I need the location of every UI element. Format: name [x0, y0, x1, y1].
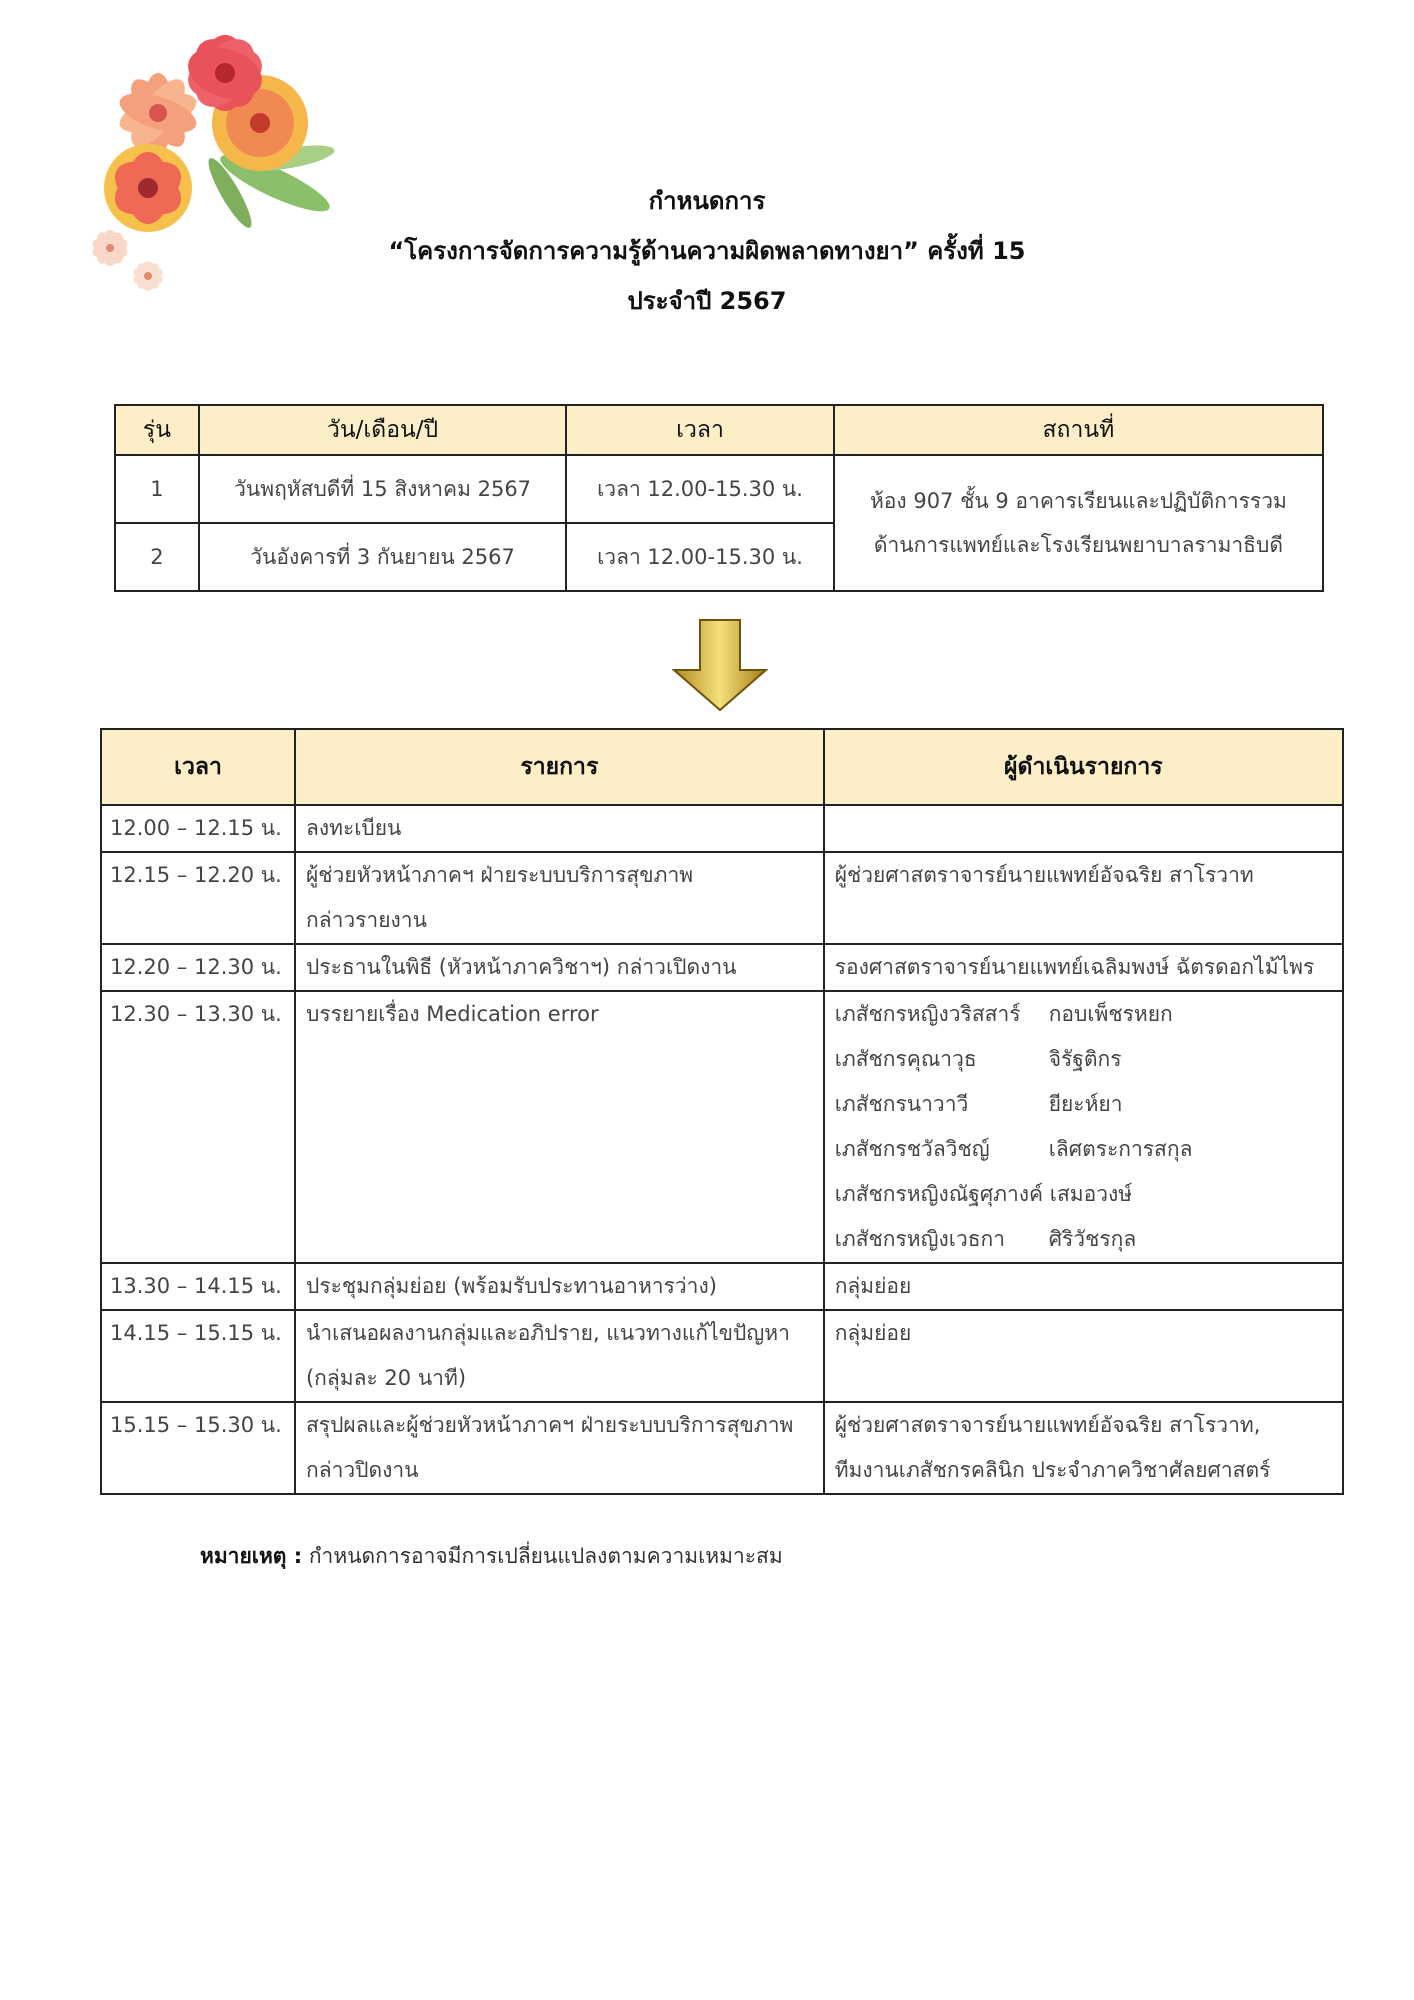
agenda-time: 13.30 – 14.15 น.	[101, 1263, 295, 1310]
presenter-name: เภสัชกรคุณาวุธ	[834, 1047, 977, 1071]
presenter-name: เภสัชกรนาวาวี	[834, 1092, 969, 1116]
agenda-time: 15.15 – 15.30 น.	[101, 1402, 295, 1494]
presenter-name: เภสัชกรหญิงเวธกา	[834, 1227, 1006, 1251]
agenda-time: 12.00 – 12.15 น.	[101, 805, 295, 852]
agenda-item-line: ลงทะเบียน	[305, 816, 402, 840]
agenda-item-line: ประธานในพิธี (หัวหน้าภาควิชาฯ) กล่าวเปิดงาน	[305, 955, 737, 979]
session-date: วันพฤหัสบดีที่ 15 สิงหาคม 2567	[199, 455, 566, 523]
agenda-row	[101, 991, 1343, 1263]
agenda-item	[295, 805, 824, 852]
document-title	[0, 176, 1414, 326]
header-time: เวลา	[101, 729, 295, 805]
agenda-time: 12.30 – 13.30 น.	[101, 991, 295, 1263]
agenda-item	[295, 852, 824, 944]
agenda-presenter	[824, 1263, 1343, 1310]
presenter-surname: กอบเพ็ชรหยก	[1048, 1002, 1173, 1026]
agenda-item-line: กล่าวรายงาน	[305, 908, 427, 932]
presenter-entry	[835, 1037, 1332, 1082]
agenda-presenter	[824, 944, 1343, 991]
session-time: เวลา 12.00-15.30 น.	[566, 455, 834, 523]
presenter-name: เภสัชกรหญิงวริสสาร์	[834, 1002, 1021, 1026]
agenda-item-line: นำเสนอผลงานกลุ่มและอภิปราย, แนวทางแก้ไขปัญหา	[305, 1321, 790, 1345]
agenda-header-row	[101, 729, 1343, 805]
title-line-3: ประจำปี 2567	[627, 287, 787, 315]
header-date: วัน/เดือน/ปี	[199, 405, 566, 455]
session-no: 1	[115, 455, 199, 523]
title-line-2: “โครงการจัดการความรู้ด้านความผิดพลาดทางยา” ครั้งที่ 15	[388, 237, 1026, 265]
presenter-surname: เลิศตระการสกุล	[1048, 1137, 1193, 1161]
agenda-item	[295, 1263, 824, 1310]
agenda-item-line: (กลุ่มละ 20 นาที)	[305, 1366, 467, 1390]
venue-line-2: ด้านการแพทย์และโรงเรียนพยาบาลรามาธิบดี	[873, 533, 1283, 557]
presenter-entry	[835, 1217, 1332, 1262]
session-time: เวลา 12.00-15.30 น.	[566, 523, 834, 591]
agenda-item-line: บรรยายเรื่อง Medication error	[305, 1002, 599, 1026]
note-text: กำหนดการอาจมีการเปลี่ยนแปลงตามความเหมาะสม	[308, 1544, 783, 1568]
agenda-item	[295, 1402, 824, 1494]
agenda-item	[295, 1310, 824, 1402]
agenda-presenter	[824, 805, 1343, 852]
header-round: รุ่น	[115, 405, 199, 455]
agenda-row	[101, 852, 1343, 944]
agenda-time: 14.15 – 15.15 น.	[101, 1310, 295, 1402]
sessions-table	[114, 404, 1324, 592]
agenda-row	[101, 1402, 1343, 1494]
presenter-line: รองศาสตราจารย์นายแพทย์เฉลิมพงษ์ ฉัตรดอกไม้ไพร	[834, 955, 1315, 979]
agenda-item-line: สรุปผลและผู้ช่วยหัวหน้าภาคฯ ฝ่ายระบบบริการสุขภาพ	[305, 1413, 794, 1437]
presenter-line: ผู้ช่วยศาสตราจารย์นายแพทย์อัจฉริย สาโรวาท	[834, 863, 1254, 887]
presenter-line: ผู้ช่วยศาสตราจารย์นายแพทย์อัจฉริย สาโรวาท,	[834, 1413, 1261, 1437]
footnote	[200, 1540, 783, 1573]
agenda-presenter	[824, 852, 1343, 944]
agenda-row	[101, 805, 1343, 852]
session-row	[115, 455, 1323, 523]
presenter-line: กลุ่มย่อย	[834, 1321, 912, 1345]
presenter-entry	[835, 1127, 1332, 1172]
agenda-item	[295, 944, 824, 991]
presenter-name: เภสัชกรหญิงณัฐศุภางค์ เสมอวงษ์	[834, 1182, 1133, 1206]
note-label: หมายเหตุ :	[200, 1544, 303, 1568]
agenda-time: 12.20 – 12.30 น.	[101, 944, 295, 991]
presenter-surname: จิรัฐติกร	[1048, 1047, 1122, 1071]
agenda-item-line: ประชุมกลุ่มย่อย (พร้อมรับประทานอาหารว่าง)	[305, 1274, 717, 1298]
presenter-surname: ศิริวัชรกุล	[1048, 1227, 1137, 1251]
presenter-entry	[835, 992, 1332, 1037]
presenter-entry	[835, 1172, 1332, 1217]
agenda-presenter	[824, 991, 1343, 1263]
agenda-presenter	[824, 1402, 1343, 1494]
header-presenter: ผู้ดำเนินรายการ	[824, 729, 1343, 805]
agenda-item	[295, 991, 824, 1263]
down-arrow-icon	[672, 618, 768, 712]
presenter-surname: ยียะห์ยา	[1048, 1092, 1123, 1116]
session-no: 2	[115, 523, 199, 591]
sessions-header-row	[115, 405, 1323, 455]
presenter-entry	[835, 1082, 1332, 1127]
presenter-line: กลุ่มย่อย	[834, 1274, 912, 1298]
session-venue	[834, 455, 1323, 591]
agenda-row	[101, 1310, 1343, 1402]
agenda-item-line: กล่าวปิดงาน	[305, 1458, 419, 1482]
header-venue: สถานที่	[834, 405, 1323, 455]
presenter-line: ทีมงานเภสัชกรคลินิก ประจำภาควิชาศัลยศาสตร์	[834, 1458, 1271, 1482]
presenter-name: เภสัชกรชวัลวิชญ์	[834, 1137, 990, 1161]
agenda-time: 12.15 – 12.20 น.	[101, 852, 295, 944]
session-date: วันอังคารที่ 3 กันยายน 2567	[199, 523, 566, 591]
agenda-item-line: ผู้ช่วยหัวหน้าภาคฯ ฝ่ายระบบบริการสุขภาพ	[305, 863, 694, 887]
agenda-row	[101, 1263, 1343, 1310]
agenda-row	[101, 944, 1343, 991]
header-time: เวลา	[566, 405, 834, 455]
venue-line-1: ห้อง 907 ชั้น 9 อาคารเรียนและปฏิบัติการรวม	[869, 489, 1287, 513]
header-item: รายการ	[295, 729, 824, 805]
title-line-1: กำหนดการ	[648, 187, 766, 215]
agenda-presenter	[824, 1310, 1343, 1402]
agenda-table	[100, 728, 1344, 1495]
